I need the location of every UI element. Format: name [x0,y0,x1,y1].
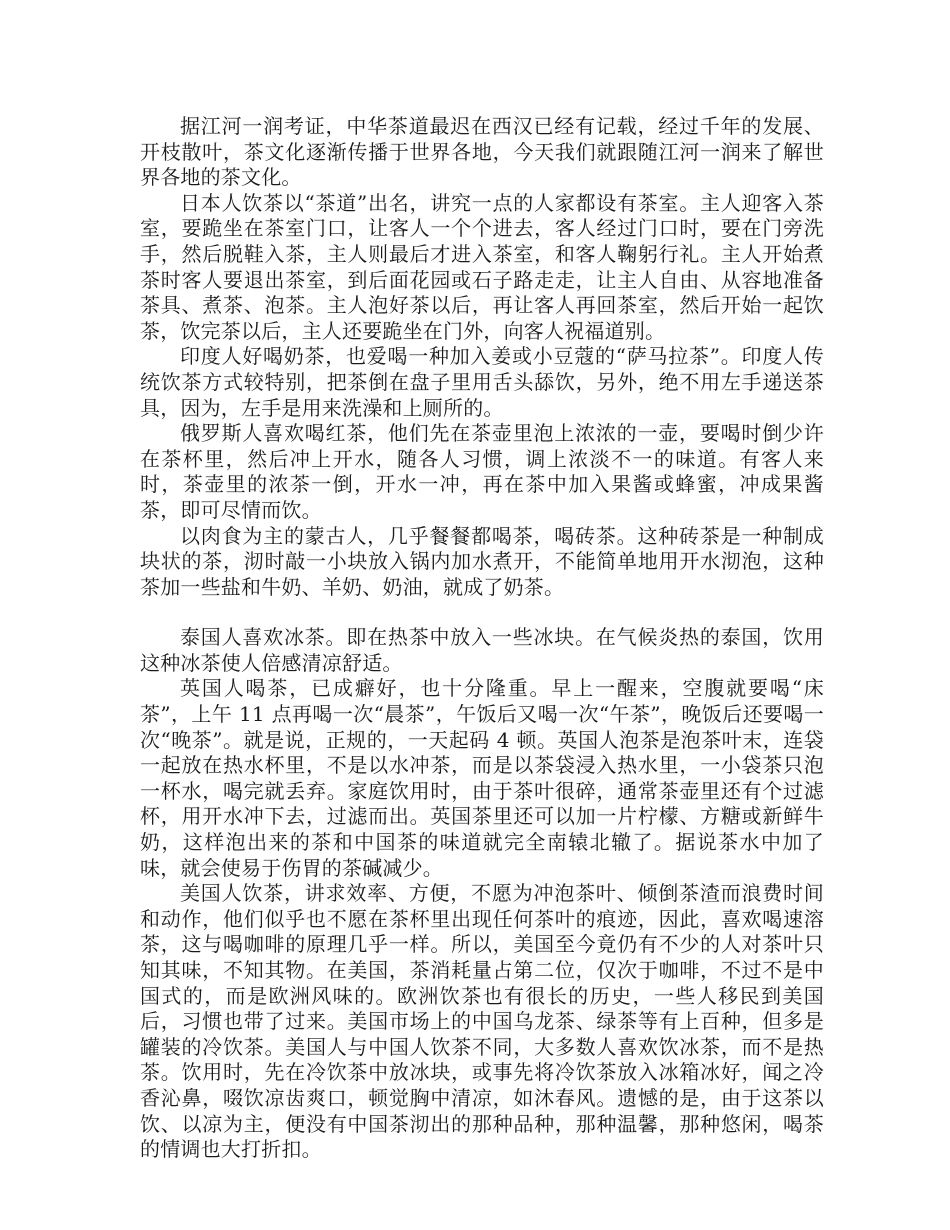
paragraph-india: 印度人好喝奶茶，也爱喝一种加入姜或小豆蔻的“萨马拉茶”。印度人传统饮茶方式较特别，把茶倒在盘子里用舌头舔饮，另外，绝不用左手递送茶具，因为，左手是用来洗澡和上厕所的。 [140,344,824,420]
paragraph-england: 英国人喝茶，已成癖好，也十分隆重。早上一醒来，空腹就要喝“床茶”，上午 11 点再喝一次“晨茶”，午饭后又喝一次“午茶”，晚饭后还要喝一次“晚茶”。就是说，正规的，一天起码 4 顿。英国人泡茶是泡茶叶末，连袋一起放在热水杯里，不是以水冲茶，而是以茶袋浸入热水里，一小袋茶只泡一杯水，喝完就丢弃。家庭饮用时，由于茶叶很碎，通常茶壶里还有个过滤杯，用开水冲下去，过滤而出。英国茶里还可以加一片柠檬、方糖或新鲜牛奶，这样泡出来的茶和中国茶的味道就完全南辕北辙了。据说茶水中加了味，就会使易于伤胃的茶碱减少。 [140,676,824,880]
paragraph-gap [140,600,824,625]
paragraph-intro: 据江河一润考证，中华茶道最迟在西汉已经有记载，经过千年的发展、开枝散叶，茶文化逐渐传播于世界各地，今天我们就跟随江河一润来了解世界各地的茶文化。 [140,114,824,190]
paragraph-america: 美国人饮茶，讲求效率、方便，不愿为冲泡茶叶、倾倒茶渣而浪费时间和动作，他们似乎也不愿在茶杯里出现任何茶叶的痕迹，因此，喜欢喝速溶茶，这与喝咖啡的原理几乎一样。所以，美国至今竟仍有不少的人对茶叶只知其味，不知其物。在美国，茶消耗量占第二位，仅次于咖啡，不过不是中国式的，而是欧洲风味的。欧洲饮茶也有很长的历史，一些人移民到美国后，习惯也带了过来。美国市场上的中国乌龙茶、绿茶等有上百种，但多是罐装的冷饮茶。美国人与中国人饮茶不同，大多数人喜欢饮冰茶，而不是热茶。饮用时，先在冷饮茶中放冰块，或事先将冷饮茶放入冰箱冰好，闻之冷香沁鼻，啜饮凉齿爽口，顿觉胸中清凉，如沐春风。遗憾的是，由于这茶以饮、以凉为主，便没有中国茶沏出的那种品种，那种温馨，那种悠闲，喝茶的情调也大打折扣。 [140,881,824,1162]
paragraph-japan: 日本人饮茶以“茶道”出名，讲究一点的人家都设有茶室。主人迎客入茶室，要跪坐在茶室门口，让客人一个个进去，客人经过门口时，要在门旁洗手，然后脱鞋入茶，主人则最后才进入茶室，和客人鞠躬行礼。主人开始煮茶时客人要退出茶室，到后面花园或石子路走走，让主人自由、从容地准备茶具、煮茶、泡茶。主人泡好茶以后，再让客人再回茶室，然后开始一起饮茶，饮完茶以后，主人还要跪坐在门外，向客人祝福道别。 [140,190,824,343]
paragraph-russia: 俄罗斯人喜欢喝红茶，他们先在茶壶里泡上浓浓的一壶，要喝时倒少许在茶杯里，然后冲上开水，随各人习惯，调上浓淡不一的味道。有客人来时，茶壶里的浓茶一倒，开水一冲，再在茶中加入果酱或蜂蜜，冲成果酱茶，即可尽情而饮。 [140,421,824,522]
document-body [140,114,824,1163]
paragraph-thailand: 泰国人喜欢冰茶。即在热茶中放入一些冰块。在气候炎热的泰国，饮用这种冰茶使人倍感清凉舒适。 [140,625,824,675]
paragraph-mongolia: 以肉食为主的蒙古人，几乎餐餐都喝茶，喝砖茶。这种砖茶是一种制成块状的茶，沏时敲一小块放入锅内加水煮开，不能简单地用开水沏泡，这种茶加一些盐和牛奶、羊奶、奶油，就成了奶茶。 [140,523,824,599]
